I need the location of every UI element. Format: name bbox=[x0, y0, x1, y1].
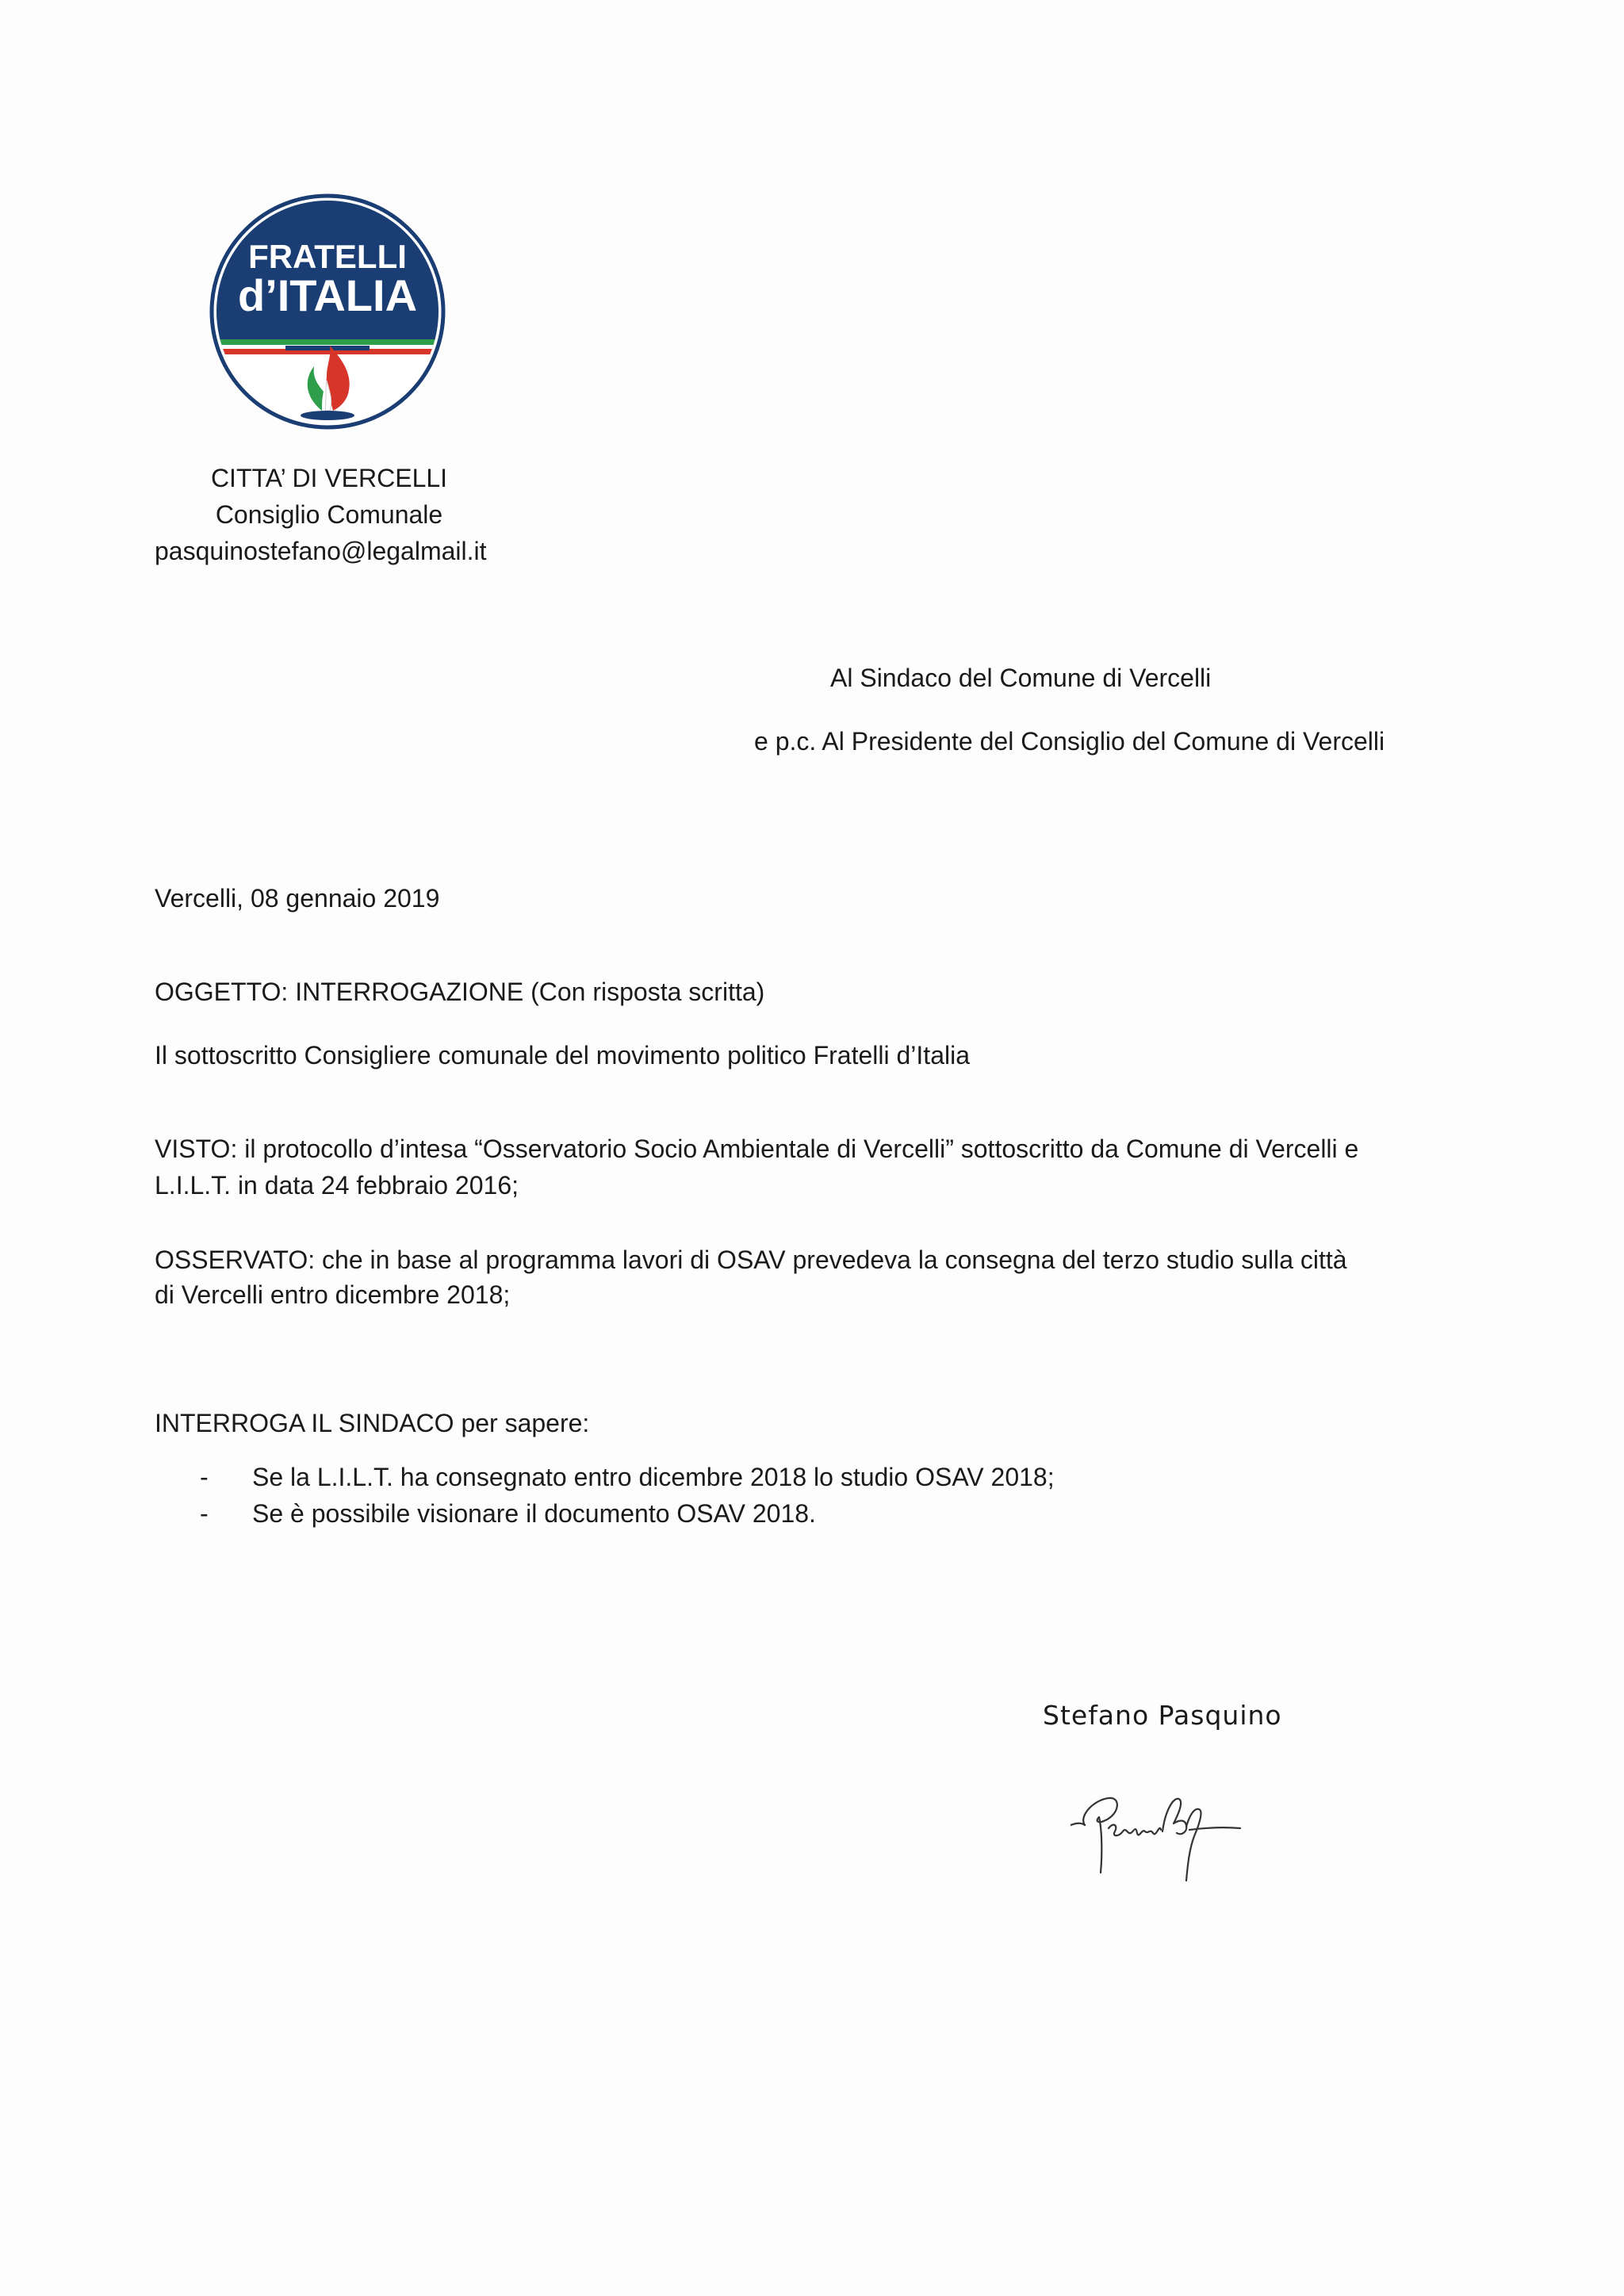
sender-block bbox=[111, 460, 547, 533]
fratelli-ditalia-logo bbox=[206, 190, 449, 433]
intro-paragraph: Il sottoscritto Consigliere comunale del movimento politico Fratelli d’Italia bbox=[155, 1041, 970, 1070]
handwritten-signature bbox=[1071, 1776, 1253, 1911]
date-line: Vercelli, 08 gennaio 2019 bbox=[155, 884, 440, 913]
recipient-cc: e p.c. Al Presidente del Consiglio del Comune di Vercelli bbox=[754, 727, 1385, 756]
logo-text-line1: FRATELLI bbox=[248, 238, 407, 275]
signatory-name: Stefano Pasquino bbox=[1043, 1700, 1282, 1731]
dash-bullet: - bbox=[200, 1499, 209, 1528]
sender-email: pasquinostefano@legalmail.it bbox=[155, 537, 487, 565]
sender-city: CITTA’ DI VERCELLI bbox=[210, 464, 448, 492]
recipient-to: Al Sindaco del Comune di Vercelli bbox=[830, 664, 1212, 692]
sender-council: Consiglio Comunale bbox=[215, 500, 443, 529]
osservato-line1: OSSERVATO: che in base al programma lavori di OSAV prevedeva la consegna del terzo studio sulla città bbox=[155, 1246, 1347, 1274]
interroga-heading: INTERROGA IL SINDACO per sapere: bbox=[155, 1409, 590, 1437]
visto-line2: L.I.L.T. in data 24 febbraio 2016; bbox=[155, 1171, 519, 1200]
visto-line1: VISTO: il protocollo d’intesa “Osservatorio Socio Ambientale di Vercelli” sottoscritto da Comune di Vercelli e bbox=[155, 1135, 1359, 1163]
logo-green-stripe bbox=[206, 339, 449, 345]
list-item: - Se è possibile visionare il documento OSAV 2018. bbox=[200, 1495, 1055, 1532]
logo-text-line2: d’ITALIA bbox=[237, 270, 418, 320]
osservato-line2: di Vercelli entro dicembre 2018; bbox=[155, 1280, 511, 1309]
dash-bullet: - bbox=[200, 1463, 209, 1491]
list-item: - Se la L.I.L.T. ha consegnato entro dicembre 2018 lo studio OSAV 2018; bbox=[200, 1459, 1055, 1495]
subject-line: OGGETTO: INTERROGAZIONE (Con risposta scritta) bbox=[155, 978, 765, 1006]
question-list bbox=[200, 1459, 1055, 1532]
